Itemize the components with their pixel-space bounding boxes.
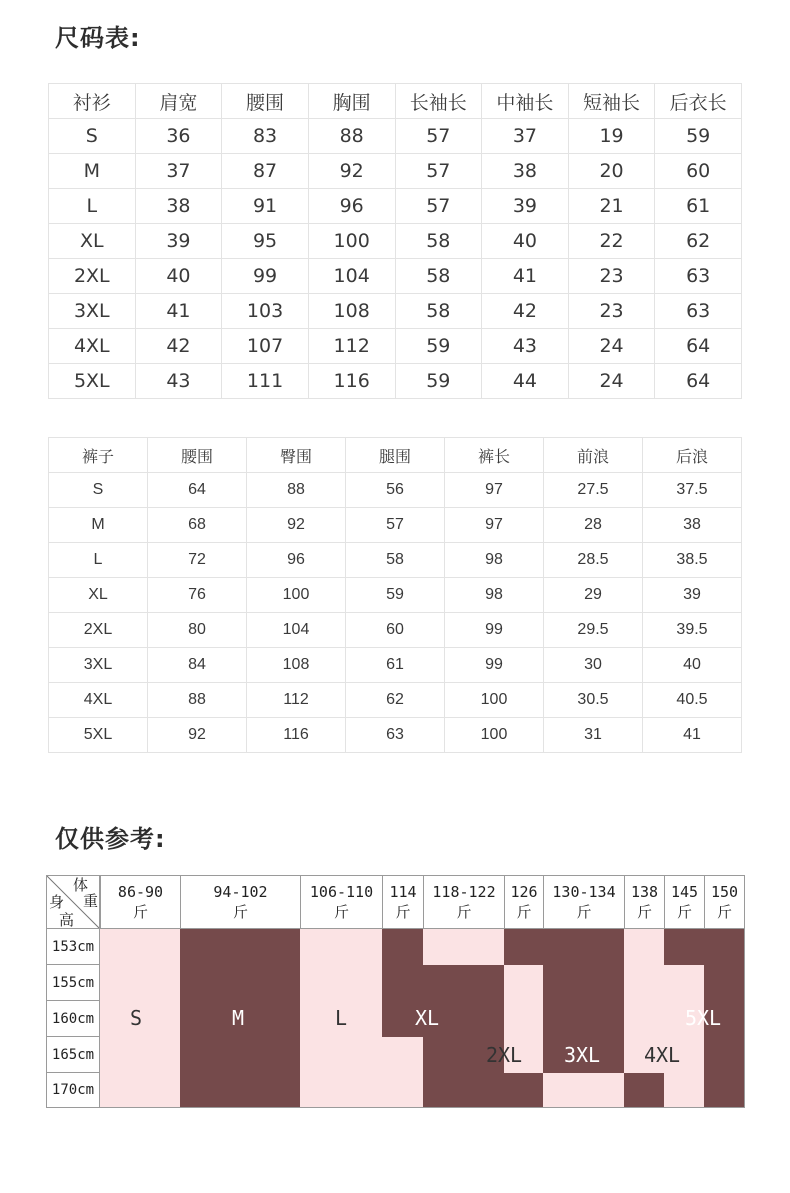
size-cell-xl bbox=[382, 929, 423, 965]
table-cell: 62 bbox=[655, 224, 742, 259]
corner-height-char-1: 身 bbox=[49, 893, 65, 911]
table-cell: 20 bbox=[568, 154, 655, 189]
table-cell: 63 bbox=[655, 294, 742, 329]
chart-corner-header bbox=[46, 875, 100, 929]
table-row bbox=[49, 224, 742, 259]
height-row-header: 165cm bbox=[46, 1036, 100, 1073]
table-cell: 37 bbox=[482, 119, 569, 154]
table-cell: 30 bbox=[544, 648, 643, 683]
size-chart-title: 尺码表: bbox=[55, 24, 141, 52]
table-row bbox=[49, 259, 742, 294]
table-cell: 5XL bbox=[49, 718, 148, 753]
column-header: 长袖长 bbox=[395, 84, 482, 119]
table-cell: 100 bbox=[247, 578, 346, 613]
pants-header-row bbox=[49, 438, 742, 473]
weight-range: 150 bbox=[710, 883, 739, 901]
size-cell-s bbox=[100, 1037, 180, 1073]
table-cell: 108 bbox=[308, 294, 395, 329]
table-cell: 41 bbox=[135, 294, 222, 329]
table-cell: 3XL bbox=[49, 648, 148, 683]
size-cell-3xl bbox=[543, 1001, 624, 1037]
table-cell: 97 bbox=[445, 473, 544, 508]
weight-range: 130-134 bbox=[552, 883, 616, 901]
table-cell: 100 bbox=[445, 718, 544, 753]
size-cell-m bbox=[180, 1073, 300, 1108]
weight-unit: 斤 bbox=[576, 903, 592, 921]
table-cell: 38.5 bbox=[643, 543, 742, 578]
size-cell-2xl bbox=[504, 965, 543, 1001]
table-cell: 59 bbox=[655, 119, 742, 154]
table-cell: 21 bbox=[568, 189, 655, 224]
table-cell: 100 bbox=[445, 683, 544, 718]
table-cell: 61 bbox=[655, 189, 742, 224]
height-row-header: 153cm bbox=[46, 928, 100, 965]
table-cell: 39 bbox=[482, 189, 569, 224]
size-label-s: S bbox=[129, 1006, 143, 1030]
size-cell-3xl bbox=[504, 929, 543, 965]
table-cell: 92 bbox=[247, 508, 346, 543]
column-header: 裤长 bbox=[445, 438, 544, 473]
table-cell: 98 bbox=[445, 578, 544, 613]
table-cell: 103 bbox=[222, 294, 309, 329]
table-cell: 43 bbox=[482, 329, 569, 364]
table-cell: 30.5 bbox=[544, 683, 643, 718]
size-cell-l bbox=[382, 1037, 423, 1073]
table-cell: 57 bbox=[346, 508, 445, 543]
table-row bbox=[49, 543, 742, 578]
table-cell: 80 bbox=[148, 613, 247, 648]
table-cell: 92 bbox=[148, 718, 247, 753]
size-cell-5xl bbox=[704, 929, 745, 965]
weight-range: 126 bbox=[510, 883, 538, 901]
table-row bbox=[49, 508, 742, 543]
table-row bbox=[49, 473, 742, 508]
table-cell: 100 bbox=[308, 224, 395, 259]
table-cell: 60 bbox=[346, 613, 445, 648]
corner-weight-char-1: 体 bbox=[73, 876, 89, 894]
table-cell: 99 bbox=[222, 259, 309, 294]
table-cell: 59 bbox=[395, 329, 482, 364]
weight-range: 106-110 bbox=[309, 883, 374, 901]
table-cell: 58 bbox=[346, 543, 445, 578]
pants-size-table bbox=[48, 437, 742, 753]
size-label-l: L bbox=[334, 1006, 348, 1030]
table-row bbox=[49, 718, 742, 753]
table-cell: 116 bbox=[308, 364, 395, 399]
table-cell: 98 bbox=[445, 543, 544, 578]
weight-range: 138 bbox=[630, 883, 659, 901]
corner-weight-char-2: 重 bbox=[83, 892, 99, 910]
table-cell: 95 bbox=[222, 224, 309, 259]
shirt-size-table bbox=[48, 83, 742, 399]
table-row bbox=[49, 154, 742, 189]
table-cell: 42 bbox=[482, 294, 569, 329]
table-cell: 84 bbox=[148, 648, 247, 683]
table-cell: 41 bbox=[643, 718, 742, 753]
size-cell-l bbox=[300, 1073, 382, 1108]
table-cell: 19 bbox=[568, 119, 655, 154]
table-cell: 28 bbox=[544, 508, 643, 543]
table-cell: 29 bbox=[544, 578, 643, 613]
table-cell: 58 bbox=[395, 259, 482, 294]
table-cell: 91 bbox=[222, 189, 309, 224]
table-cell: 56 bbox=[346, 473, 445, 508]
weight-range: 86-90 bbox=[117, 883, 164, 901]
weight-unit: 斤 bbox=[636, 903, 652, 921]
size-cell-m bbox=[180, 1037, 300, 1073]
table-cell: 63 bbox=[346, 718, 445, 753]
table-cell: 88 bbox=[148, 683, 247, 718]
table-cell: 83 bbox=[222, 119, 309, 154]
table-cell: 116 bbox=[247, 718, 346, 753]
table-cell: 37.5 bbox=[643, 473, 742, 508]
table-cell: 96 bbox=[308, 189, 395, 224]
table-cell: 39 bbox=[643, 578, 742, 613]
column-header: 前浪 bbox=[544, 438, 643, 473]
table-cell: 40 bbox=[135, 259, 222, 294]
size-cell-3xl bbox=[543, 929, 624, 965]
size-cell-m bbox=[180, 965, 300, 1001]
column-header: 衬衫 bbox=[49, 84, 136, 119]
weight-column-header bbox=[664, 875, 705, 929]
column-header: 后浪 bbox=[643, 438, 742, 473]
weight-unit: 斤 bbox=[333, 903, 349, 921]
table-cell: L bbox=[49, 543, 148, 578]
table-cell: S bbox=[49, 473, 148, 508]
size-cell-l bbox=[300, 1037, 382, 1073]
table-cell: 57 bbox=[395, 189, 482, 224]
size-cell-4xl bbox=[624, 929, 664, 965]
table-cell: 92 bbox=[308, 154, 395, 189]
table-cell: 68 bbox=[148, 508, 247, 543]
reference-title: 仅供参考: bbox=[55, 825, 166, 853]
table-cell: 3XL bbox=[49, 294, 136, 329]
weight-unit: 斤 bbox=[132, 903, 148, 921]
table-cell: 104 bbox=[308, 259, 395, 294]
table-cell: 96 bbox=[247, 543, 346, 578]
weight-column-header bbox=[382, 875, 424, 929]
height-row-header: 155cm bbox=[46, 964, 100, 1001]
table-cell: 40 bbox=[643, 648, 742, 683]
weight-unit: 斤 bbox=[676, 903, 692, 921]
table-cell: 39.5 bbox=[643, 613, 742, 648]
table-cell: 88 bbox=[308, 119, 395, 154]
table-cell: 88 bbox=[247, 473, 346, 508]
table-row bbox=[49, 189, 742, 224]
table-cell: 24 bbox=[568, 329, 655, 364]
size-cell-s bbox=[100, 1073, 180, 1108]
size-cell-4xl bbox=[664, 1073, 704, 1108]
table-cell: 39 bbox=[135, 224, 222, 259]
size-cell-s bbox=[100, 929, 180, 965]
table-cell: 29.5 bbox=[544, 613, 643, 648]
size-label-4xl: 4XL bbox=[643, 1043, 681, 1067]
column-header: 裤子 bbox=[49, 438, 148, 473]
column-header: 后衣长 bbox=[655, 84, 742, 119]
table-row bbox=[49, 613, 742, 648]
table-cell: XL bbox=[49, 224, 136, 259]
table-cell: 59 bbox=[395, 364, 482, 399]
size-cell-5xl bbox=[664, 929, 704, 965]
size-label-2xl: 2XL bbox=[485, 1043, 523, 1067]
column-header: 腰围 bbox=[148, 438, 247, 473]
corner-height-char-2: 高 bbox=[59, 911, 75, 929]
table-row bbox=[49, 578, 742, 613]
size-label-5xl: 5XL bbox=[684, 1006, 722, 1030]
table-cell: 97 bbox=[445, 508, 544, 543]
weight-range: 94-102 bbox=[213, 883, 268, 901]
table-cell: 64 bbox=[148, 473, 247, 508]
height-weight-reference-chart bbox=[46, 875, 745, 1108]
size-cell-5xl bbox=[704, 1037, 745, 1073]
size-cell-4xl bbox=[664, 965, 704, 1001]
table-row bbox=[49, 648, 742, 683]
table-cell: 107 bbox=[222, 329, 309, 364]
size-cell-2xl bbox=[543, 1073, 624, 1108]
column-header: 中袖长 bbox=[482, 84, 569, 119]
column-header: 腰围 bbox=[222, 84, 309, 119]
size-cell-2xl bbox=[423, 929, 504, 965]
table-cell: 59 bbox=[346, 578, 445, 613]
weight-unit: 斤 bbox=[516, 903, 532, 921]
table-cell: L bbox=[49, 189, 136, 224]
table-cell: 41 bbox=[482, 259, 569, 294]
table-cell: 64 bbox=[655, 329, 742, 364]
size-cell-xl bbox=[423, 965, 504, 1001]
table-row bbox=[49, 683, 742, 718]
table-cell: M bbox=[49, 508, 148, 543]
size-cell-s bbox=[100, 965, 180, 1001]
table-cell: 5XL bbox=[49, 364, 136, 399]
table-row bbox=[49, 329, 742, 364]
table-cell: 57 bbox=[395, 119, 482, 154]
weight-unit: 斤 bbox=[395, 903, 411, 921]
table-cell: 99 bbox=[445, 648, 544, 683]
table-cell: 112 bbox=[308, 329, 395, 364]
table-cell: 23 bbox=[568, 294, 655, 329]
weight-column-header bbox=[423, 875, 505, 929]
column-header: 腿围 bbox=[346, 438, 445, 473]
size-cell-xl bbox=[504, 1073, 543, 1108]
height-row-header: 160cm bbox=[46, 1000, 100, 1037]
table-cell: 27.5 bbox=[544, 473, 643, 508]
weight-column-header bbox=[180, 875, 301, 929]
table-cell: 104 bbox=[247, 613, 346, 648]
table-cell: 22 bbox=[568, 224, 655, 259]
size-cell-xl bbox=[382, 965, 423, 1001]
table-cell: 61 bbox=[346, 648, 445, 683]
weight-column-header bbox=[504, 875, 544, 929]
table-cell: 36 bbox=[135, 119, 222, 154]
table-cell: 57 bbox=[395, 154, 482, 189]
table-cell: 4XL bbox=[49, 329, 136, 364]
column-header: 短袖长 bbox=[568, 84, 655, 119]
table-cell: 44 bbox=[482, 364, 569, 399]
size-label-m: M bbox=[231, 1006, 245, 1030]
table-cell: 43 bbox=[135, 364, 222, 399]
table-row bbox=[49, 119, 742, 154]
size-cell-3xl bbox=[624, 1073, 664, 1108]
table-row bbox=[49, 364, 742, 399]
weight-range: 145 bbox=[670, 883, 699, 901]
table-cell: 62 bbox=[346, 683, 445, 718]
table-cell: 4XL bbox=[49, 683, 148, 718]
weight-unit: 斤 bbox=[716, 903, 732, 921]
table-cell: 2XL bbox=[49, 613, 148, 648]
table-cell: 112 bbox=[247, 683, 346, 718]
table-cell: 64 bbox=[655, 364, 742, 399]
size-cell-2xl bbox=[504, 1001, 543, 1037]
column-header: 肩宽 bbox=[135, 84, 222, 119]
table-cell: 24 bbox=[568, 364, 655, 399]
size-cell-3xl bbox=[543, 965, 624, 1001]
weight-column-header bbox=[543, 875, 625, 929]
size-cell-5xl bbox=[704, 965, 745, 1001]
table-cell: 76 bbox=[148, 578, 247, 613]
size-cell-4xl bbox=[624, 1001, 664, 1037]
table-cell: 108 bbox=[247, 648, 346, 683]
weight-unit: 斤 bbox=[232, 903, 248, 921]
height-row-header: 170cm bbox=[46, 1072, 100, 1108]
size-label-xl: XL bbox=[414, 1006, 440, 1030]
table-cell: 63 bbox=[655, 259, 742, 294]
weight-range: 118-122 bbox=[432, 883, 496, 901]
weight-column-header bbox=[100, 875, 181, 929]
column-header: 胸围 bbox=[308, 84, 395, 119]
table-cell: 38 bbox=[482, 154, 569, 189]
table-cell: 87 bbox=[222, 154, 309, 189]
table-cell: 72 bbox=[148, 543, 247, 578]
table-cell: 37 bbox=[135, 154, 222, 189]
size-cell-xl bbox=[423, 1073, 504, 1108]
weight-unit: 斤 bbox=[456, 903, 472, 921]
size-cell-4xl bbox=[624, 965, 664, 1001]
table-cell: M bbox=[49, 154, 136, 189]
table-cell: XL bbox=[49, 578, 148, 613]
weight-column-header bbox=[624, 875, 665, 929]
size-label-3xl: 3XL bbox=[563, 1043, 601, 1067]
shirt-header-row bbox=[49, 84, 742, 119]
table-row bbox=[49, 294, 742, 329]
table-cell: 38 bbox=[135, 189, 222, 224]
table-cell: 40.5 bbox=[643, 683, 742, 718]
table-cell: 40 bbox=[482, 224, 569, 259]
column-header: 臀围 bbox=[247, 438, 346, 473]
weight-column-header bbox=[704, 875, 745, 929]
size-cell-l bbox=[300, 965, 382, 1001]
table-cell: 31 bbox=[544, 718, 643, 753]
table-cell: 28.5 bbox=[544, 543, 643, 578]
weight-range: 114 bbox=[389, 883, 417, 901]
size-cell-5xl bbox=[704, 1073, 745, 1108]
table-cell: 99 bbox=[445, 613, 544, 648]
table-cell: 38 bbox=[643, 508, 742, 543]
table-cell: S bbox=[49, 119, 136, 154]
size-cell-m bbox=[180, 929, 300, 965]
table-cell: 23 bbox=[568, 259, 655, 294]
table-cell: 2XL bbox=[49, 259, 136, 294]
table-cell: 42 bbox=[135, 329, 222, 364]
weight-column-header bbox=[300, 875, 383, 929]
size-cell-l bbox=[382, 1073, 423, 1108]
table-cell: 58 bbox=[395, 294, 482, 329]
table-cell: 60 bbox=[655, 154, 742, 189]
table-cell: 111 bbox=[222, 364, 309, 399]
table-cell: 58 bbox=[395, 224, 482, 259]
size-cell-l bbox=[300, 929, 382, 965]
